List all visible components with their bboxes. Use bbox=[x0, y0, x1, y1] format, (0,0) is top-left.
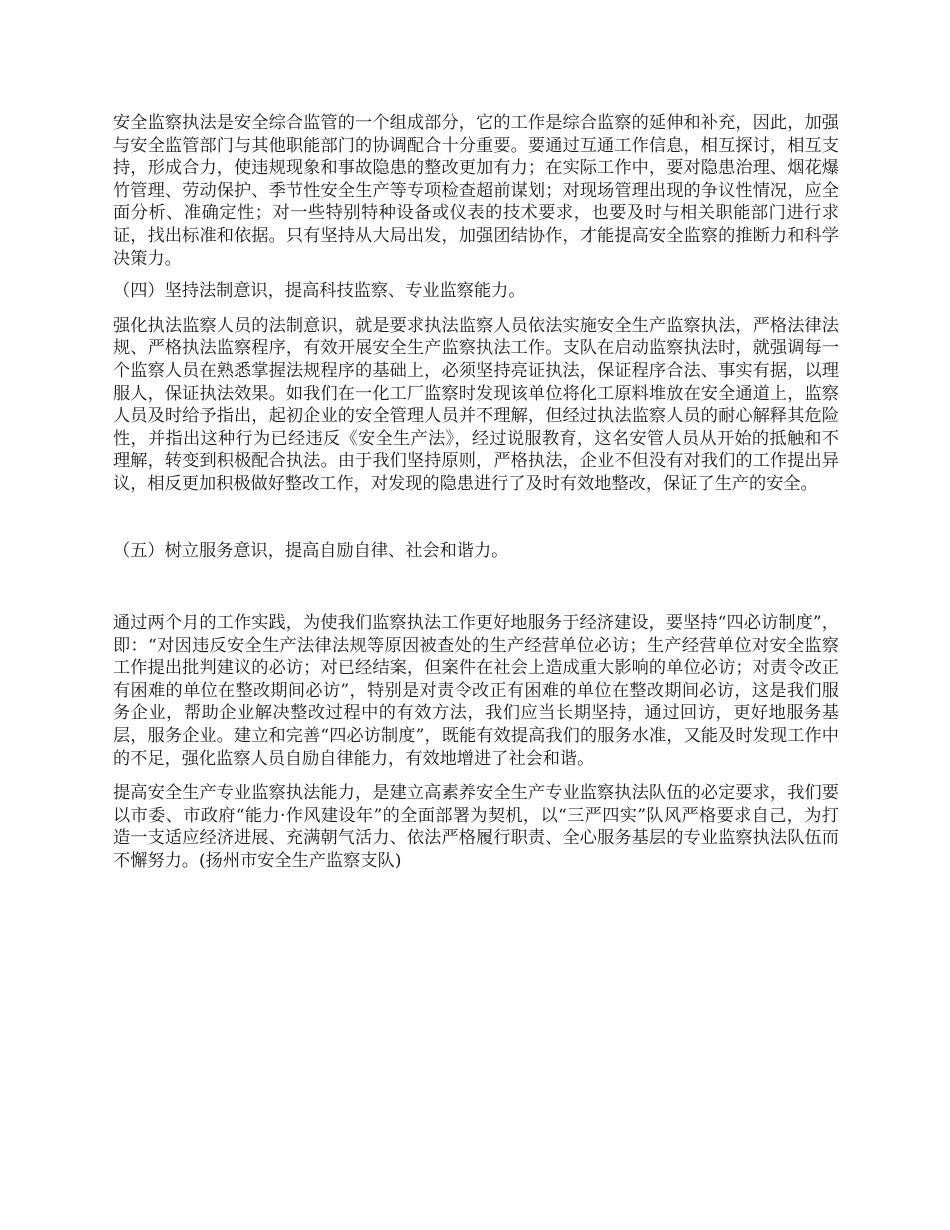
section-heading-4: （四）坚持法制意识，提高科技监察、专业监察能力。 bbox=[113, 281, 526, 302]
paragraph-service-awareness: 通过两个月的工作实践，为使我们监察执法工作更好地服务于经济建设，要坚持“四必访制度”，即：“对因违反安全生产法律法规等原因被查处的生产经营单位必访；生产经营单位对安全监察工作提出批判建议的必访；对已经结案，但案件在社会上造成重大影响的单位必访；对责令改正有困难的单位在整改期间必访”，特别是对责令改正有困难的单位在整改期间必访，这是我们服务企业，帮助企业解决整改过程中的有效方法，我们应当长期坚持，通过回访，更好地服务基层，服务企业。建立和完善“四必访制度”，既能有效提高我们的服务水准，又能及时发现工作中的不足，强化监察人员自励自律能力，有效地增进了社会和谐。 bbox=[113, 613, 839, 769]
section-heading-5: （五）树立服务意识，提高自励自律、社会和谐力。 bbox=[113, 540, 509, 561]
paragraph-conclusion: 提高安全生产专业监察执法能力，是建立高素养安全生产专业监察执法队伍的必定要求，我们要以市委、市政府“能力·作风建设年”的全面部署为契机，以“三严四实”队风严格要求自己，为打造一支适应经济进展、充满朝气活力、依法严格履行职责、全心服务基层的专业监察执法队伍而不懈努力。(扬州市安全生产监察支队) bbox=[113, 783, 839, 872]
document-body bbox=[113, 112, 839, 873]
paragraph-coordination: 安全监察执法是安全综合监管的一个组成部分，它的工作是综合监察的延伸和补充，因此，加强与安全监管部门与其他职能部门的协调配合十分重要。要通过互通工作信息，相互探讨，相互支持，形成合力，使违规现象和事故隐患的整改更加有力；在实际工作中，要对隐患治理、烟花爆竹管理、劳动保护、季节性安全生产等专项检查超前谋划；对现场管理出现的争议性情况，应全面分析、准确定性；对一些特别特种设备或仪表的技术要求，也要及时与相关职能部门进行求证，找出标准和依据。只有坚持从大局出发，加强团结协作，才能提高安全监察的推断力和科学决策力。 bbox=[113, 113, 839, 269]
paragraph-legal-awareness: 强化执法监察人员的法制意识，就是要求执法监察人员依法实施安全生产监察执法，严格法律法规、严格执法监察程序，有效开展安全生产监察执法工作。支队在启动监察执法时，就强调每一个监察人员在熟悉掌握法规程序的基础上，必须坚持亮证执法，保证程序合法、事实有据，以理服人，保证执法效果。如我们在一化工厂监察时发现该单位将化工原料堆放在安全通道上，监察人员及时给予指出，起初企业的安全管理人员并不理解，但经过执法监察人员的耐心解释其危险性，并指出这种行为已经违反《安全生产法》，经过说服教育，这名安管人员从开始的抵触和不理解，转变到积极配合执法。由于我们坚持原则，严格执法，企业不但没有对我们的工作提出异议，相反更加积极做好整改工作，对发现的隐患进行了及时有效地整改，保证了生产的安全。 bbox=[113, 315, 839, 494]
